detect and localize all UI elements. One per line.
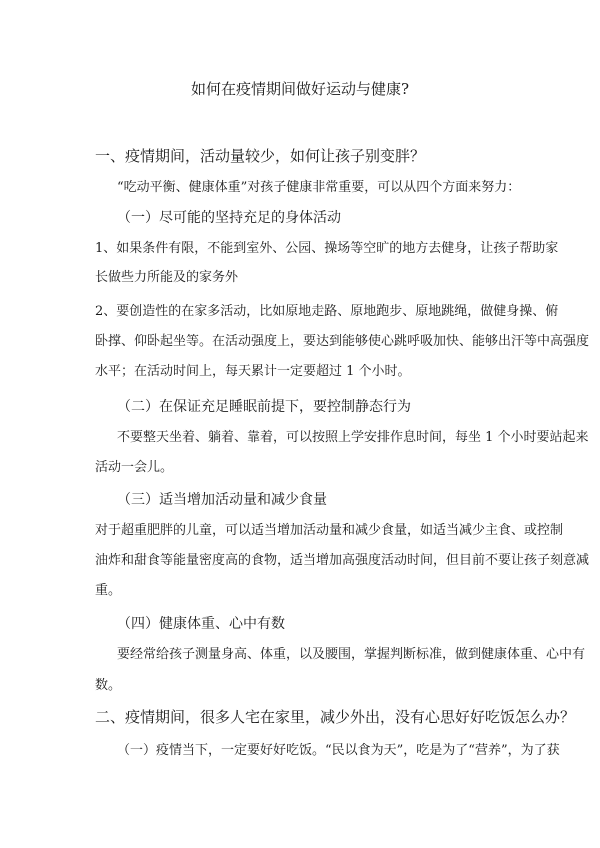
subsection-heading: （四）健康体重、心中有数 [117, 616, 285, 632]
section-heading-2: 二、疫情期间，很多人宅在家里，减少外出，没有心思好好吃饭怎么办？ [95, 708, 576, 726]
paragraph-line: 卧撑、仰卧起坐等。在活动强度上，要达到能够使心跳呼吸加快、能够出汗等中高强度 [95, 334, 590, 349]
subsection-heading: （一）尽可能的坚持充足的身体活动 [117, 210, 341, 226]
paragraph-line: 重。 [95, 583, 122, 598]
paragraph-line: 长做些力所能及的家务外 [95, 270, 239, 285]
paragraph-line: （一）疫情当下，一定要好好吃饭。“民以食为天”，吃是为了“营养”，为了获 [117, 743, 560, 758]
paragraph-line: 数。 [95, 678, 122, 693]
paragraph-line: 不要整天坐着、躺着、靠着，可以按照上学安排作息时间，每坐 1 个小时要站起来 [117, 430, 589, 445]
paragraph-line: 要经常给孩子测量身高、体重，以及腰围，掌握判断标准，做到健康体重、心中有 [117, 647, 586, 662]
subsection-heading: （三）适当增加活动量和减少食量 [117, 492, 327, 508]
section-heading-1: 一、疫情期间，活动量较少，如何让孩子别变胖？ [95, 147, 426, 165]
paragraph-line: “吃动平衡、健康体重”对孩子健康非常重要，可以从四个方面来努力： [117, 180, 521, 195]
paragraph-line: 水平；在活动时间上，每天累计一定要超过 1 个小时。 [95, 364, 411, 379]
subsection-heading: （二）在保证充足睡眠前提下，要控制静态行为 [117, 399, 411, 415]
paragraph-line: 活动一会儿。 [95, 460, 174, 475]
paragraph-line: 1、如果条件有限，不能到室外、公园、操场等空旷的地方去健身，让孩子帮助家 [95, 241, 559, 256]
document-title: 如何在疫情期间做好运动与健康? [190, 80, 410, 98]
paragraph-line: 2、要创造性的在家多活动，比如原地走路、原地跑步、原地跳绳，做健身操、俯 [95, 304, 559, 319]
paragraph-line: 对于超重肥胖的儿童，可以适当增加活动量和减少食量，如适当减少主食、或控制 [95, 523, 564, 538]
paragraph-line: 油炸和甜食等能量密度高的食物，适当增加高强度活动时间，但目前不要让孩子刻意减 [95, 553, 590, 568]
